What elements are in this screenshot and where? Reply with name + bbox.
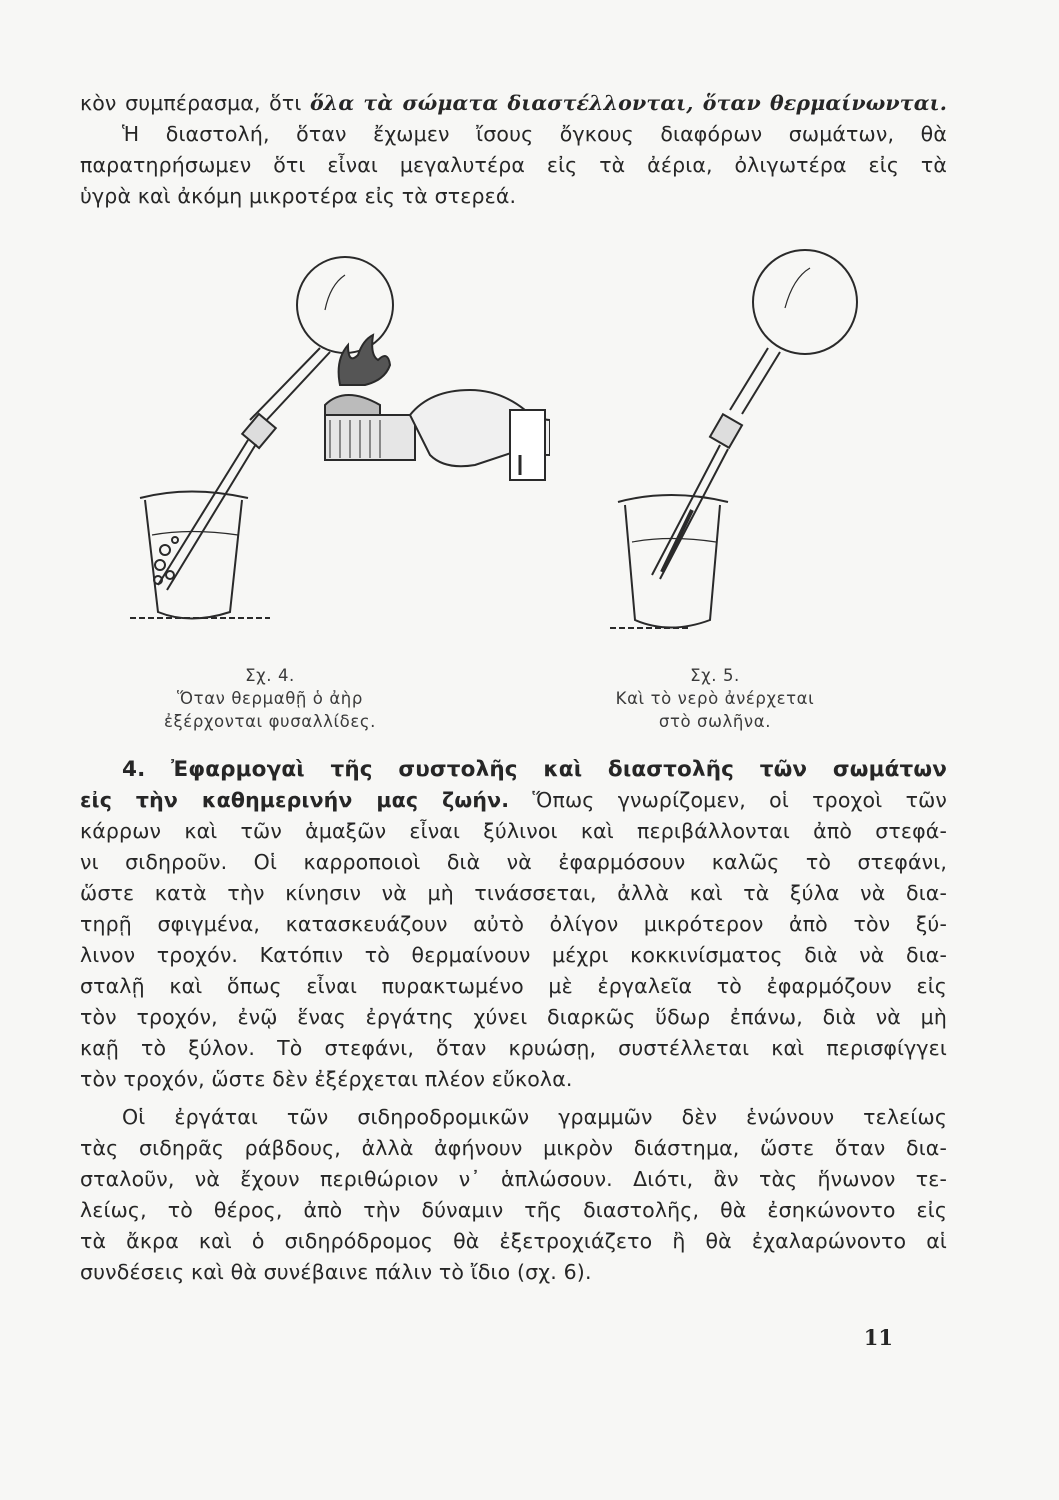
text-line: λινον τροχόν. Κατόπιν τὸ θερμαίνουν μέχρι κοκκινίσματος διὰ νὰ δια- — [80, 943, 947, 967]
text-line: ὑγρὰ καὶ ἀκόμη μικροτέρα εἰς τὰ στερεά. — [80, 184, 517, 208]
text-line: τὸν τροχόν, ἐνῷ ἕνας ἐργάτης χύνει διαρκῶς ὕδωρ ἐπάνω, διὰ νὰ μὴ — [80, 1005, 947, 1029]
text-line: συνδέσεις καὶ θὰ συνέβαινε πάλιν τὸ ἴδιο (σχ. 6). — [80, 1260, 592, 1284]
emphasis-text: ὅλα τὰ σώματα διαστέλλονται, ὅταν θερμαίνωνται. — [309, 91, 947, 115]
figure-4-label: Σχ. 4. — [245, 666, 295, 685]
text-line: καῇ τὸ ξύλον. Τὸ στεφάνι, ὅταν κρυώσῃ, συστέλλεται καὶ περισφίγγει — [80, 1036, 947, 1060]
text-line: τὰ ἄκρα καὶ ὁ σιδηρόδρομος θὰ ἐξετροχιάζετο ἢ θὰ ἐχαλαρώνοντο αἱ — [80, 1229, 947, 1253]
text-span: κὸν συμπέρασμα, ὅτι — [80, 91, 310, 115]
flask-bulb — [753, 250, 857, 354]
section-heading-continued: εἰς τὴν καθημερινήν μας ζωήν. — [80, 788, 510, 812]
text-line: λείως, τὸ θέρος, ἀπὸ τὴν δύναμιν τῆς διαστολῆς, θὰ ἐσηκώνοντο εἰς — [80, 1198, 947, 1222]
text-line: σταλοῦν, νὰ ἔχουν περιθώριον ν᾽ ἁπλώσουν. Διότι, ἂν τὰς ἥνωνον τε- — [80, 1167, 947, 1191]
figure-5-illustration — [590, 230, 890, 650]
caption-line: Ὅταν θερμαθῇ ὁ ἀὴρ — [177, 689, 363, 708]
caption-line: Καὶ τὸ νερὸ ἀνέρχεται — [615, 689, 815, 708]
section-heading: 4. Ἐφαρμογαὶ τῆς συστολῆς καὶ διαστολῆς τῶν σωμάτων — [122, 757, 947, 782]
caption-line: ἐξέρχονται φυσαλλίδες. — [163, 712, 376, 731]
text-line: Οἱ ἐργάται τῶν σιδηροδρομικῶν γραμμῶν δὲν ἑνώνουν τελείως — [122, 1105, 947, 1129]
caption-line: στὸ σωλῆνα. — [658, 712, 772, 731]
text-line: τὸν τροχόν, ὥστε δὲν ἐξέρχεται πλέον εὔκολα. — [80, 1067, 573, 1091]
text-line: παρατηρήσωμεν ὅτι εἶναι μεγαλυτέρα εἰς τὰ ἀέρια, ὀλιγωτέρα εἰς τὰ — [80, 153, 947, 177]
text-line: ὥστε κατὰ τὴν κίνησιν νὰ μὴ τινάσσεται, ἀλλὰ καὶ τὰ ξύλα νὰ δια- — [80, 881, 947, 905]
text-line — [80, 88, 947, 119]
flask-bulb — [297, 257, 393, 353]
text-line — [80, 785, 947, 816]
text-line: τὰς σιδηρᾶς ράβδους, ἀλλὰ ἀφήνουν μικρὸν διάστημα, ὥστε ὅταν δια- — [80, 1136, 947, 1160]
page-number: 11 — [863, 1325, 893, 1350]
text-line: τηρῇ σφιγμένα, κατασκευάζουν αὐτὸ ὀλίγον μικρότερον ἀπὸ τὸν ξύ- — [80, 912, 947, 936]
figure-5-caption — [580, 664, 850, 733]
text-line: σταλῇ καὶ ὅπως εἶναι πυρακτωμένο μὲ ἐργαλεῖα τὸ ἐφαρμόζουν εἰς — [80, 974, 947, 998]
text-line: Ἡ διαστολή, ὅταν ἔχωμεν ἴσους ὄγκους διαφόρων σωμάτων, θὰ — [122, 122, 947, 146]
text-span: Ὅπως γνωρίζομεν, οἱ τροχοὶ τῶν — [509, 788, 947, 812]
figure-4-caption — [145, 664, 395, 733]
text-line: κάρρων καὶ τῶν ἁμαξῶν εἶναι ξύλινοι καὶ περιβάλλονται ἀπὸ στεφά- — [80, 819, 947, 843]
figure-4-illustration — [130, 240, 550, 650]
text-line: νι σιδηροῦν. Οἱ καρροποιοὶ διὰ νὰ ἐφαρμόσουν καλῶς τὸ στεφάνι, — [80, 850, 947, 874]
figure-5-label: Σχ. 5. — [690, 666, 740, 685]
